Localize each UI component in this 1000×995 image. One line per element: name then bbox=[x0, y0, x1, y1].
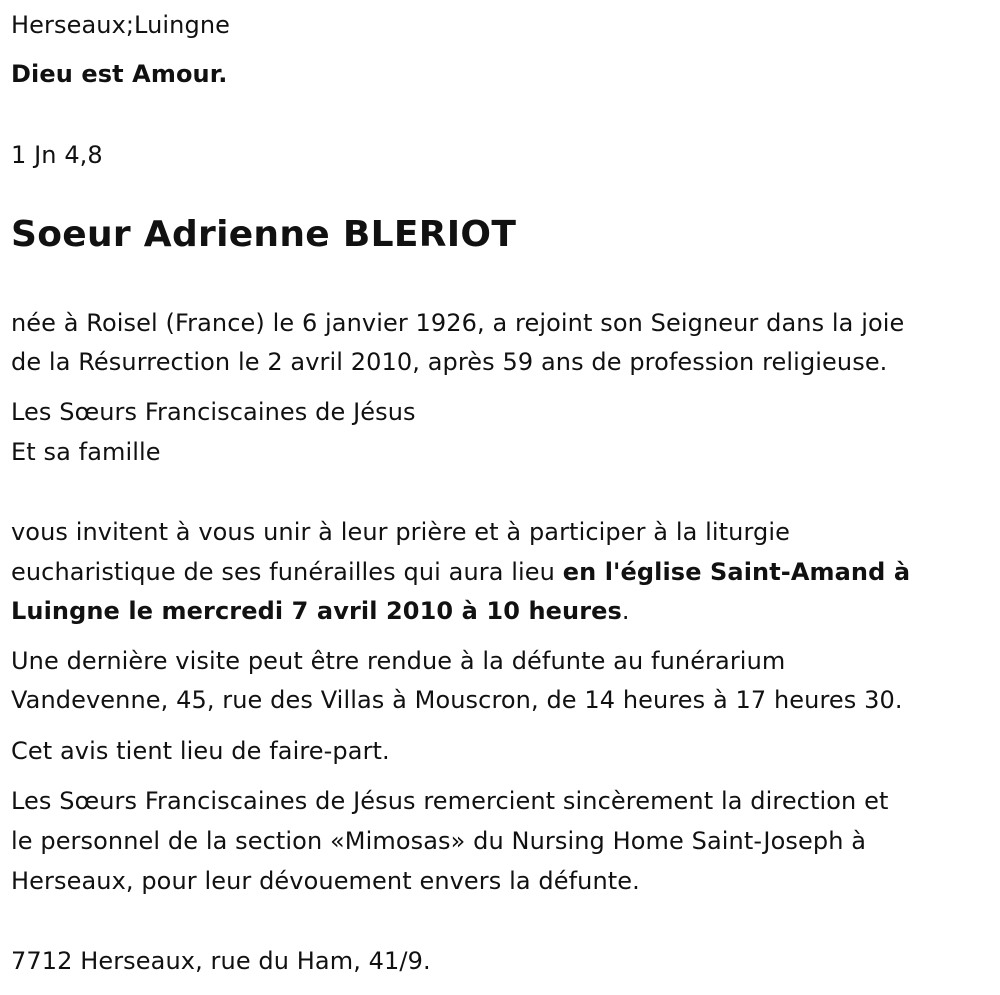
location-line: Herseaux;Luingne bbox=[11, 11, 231, 39]
thanks-line-1: Les Sœurs Franciscaines de Jésus remercient sincèrement la direction et bbox=[11, 787, 889, 815]
signatory-line-2: Et sa famille bbox=[11, 438, 161, 466]
address-line: 7712 Herseaux, rue du Ham, 41/9. bbox=[11, 947, 431, 975]
invitation-date: Luingne le mercredi 7 avril 2010 à 10 heures bbox=[11, 597, 622, 625]
announcement-line-1: née à Roisel (France) le 6 janvier 1926, a rejoint son Seigneur dans la joie bbox=[11, 309, 905, 337]
signatory-line-1: Les Sœurs Franciscaines de Jésus bbox=[11, 398, 416, 426]
notice-line: Cet avis tient lieu de faire-part. bbox=[11, 737, 390, 765]
visit-line-1: Une dernière visite peut être rendue à la défunte au funérarium bbox=[11, 647, 786, 675]
visit-line-2: Vandevenne, 45, rue des Villas à Mouscron, de 14 heures à 17 heures 30. bbox=[11, 686, 903, 714]
deceased-name: Soeur Adrienne BLERIOT bbox=[11, 214, 517, 255]
invitation-line-2 bbox=[11, 552, 910, 592]
bible-reference: 1 Jn 4,8 bbox=[11, 141, 103, 169]
invitation-place: en l'église Saint-Amand à bbox=[562, 558, 911, 586]
invitation-line-1: vous invitent à vous unir à leur prière et à participer à la liturgie bbox=[11, 518, 791, 546]
invitation-text: eucharistique de ses funérailles qui aura lieu bbox=[11, 558, 563, 586]
thanks-line-3: Herseaux, pour leur dévouement envers la défunte. bbox=[11, 867, 640, 895]
invitation-period: . bbox=[621, 597, 630, 625]
thanks-line-2: le personnel de la section «Mimosas» du Nursing Home Saint-Joseph à bbox=[11, 827, 867, 855]
motto-line: Dieu est Amour. bbox=[11, 60, 228, 88]
announcement-line-2: de la Résurrection le 2 avril 2010, après 59 ans de profession religieuse. bbox=[11, 348, 888, 376]
invitation-line-3 bbox=[11, 591, 630, 631]
